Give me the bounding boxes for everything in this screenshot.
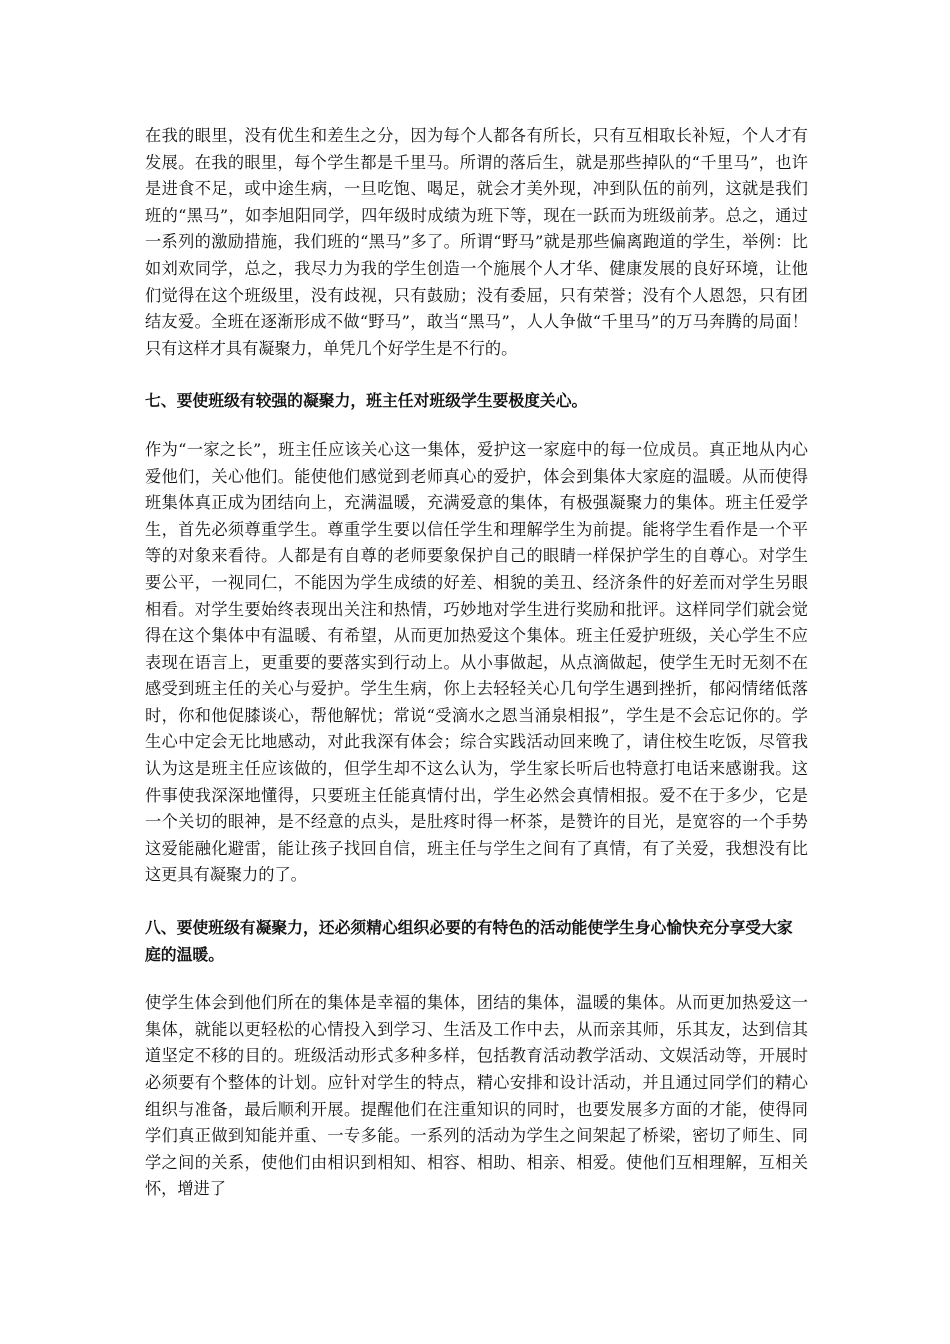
section-heading-8: 八、要使班级有凝聚力，还必须精心组织必要的有特色的活动能使学生身心愉快充分享受大家庭的温暖。 <box>145 918 793 964</box>
document-page <box>145 123 808 1203</box>
spacer <box>145 889 808 915</box>
paragraph-teacher-care: 作为“一家之长”，班主任应该关心这一集体，爱护这一家庭中的每一位成员。真正地从内心爱他们，关心他们。能使他们感觉到老师真心的爱护，体会到集体大家庭的温暖。从而使得班集体真正成为团结向上，充满温暖，充满爱意的集体，有极强凝聚力的集体。班主任爱学生，首先必须尊重学生。尊重学生要以信任学生和理解学生为前提。能将学生看作是一个平等的对象来看待。人都是有自尊的老师要象保护自己的眼睛一样保护学生的自尊心。对学生要公平，一视同仁，不能因为学生成绩的好差、相貌的美丑、经济条件的好差而对学生另眼相看。对学生要始终表现出关注和热情，巧妙地对学生进行奖励和批评。这样同学们就会觉得在这个集体中有温暖、有希望，从而更加热爱这个集体。班主任爱护班级，关心学生不应表现在语言上，更重要的要落实到行动上。从小事做起，从点滴做起，使学生无时无刻不在感受到班主任的关心与爱护。学生生病，你上去轻轻关心几句学生遇到挫折，郁闷情绪低落时，你和他促膝谈心，帮他解忧；常说“受滴水之恩当涌泉相报”，学生是不会忘记你的。学生心中定会无比地感动，对此我深有体会；综合实践活动回来晚了，请住校生吃饭，尽管我认为这是班主任应该做的，但学生却不这么认为，学生家长听后也特意打电话来感谢我。这件事使我深深地懂得，只要班主任能真情付出，学生必然会真情相报。爱不在于多少，它是一个关切的眼神，是不经意的点头，是肚疼时得一杯茶，是赞许的目光，是宽容的一个手势这爱能融化避雷，能让孩子找回自信，班主任与学生之间有了真情，有了关爱，我想没有比这更具有凝聚力的了。 <box>145 439 808 885</box>
section-heading-7: 七、要使班级有较强的凝聚力，班主任对班级学生要极度关心。 <box>145 391 588 411</box>
spacer <box>145 362 808 388</box>
spacer <box>145 968 808 990</box>
spacer <box>145 415 808 437</box>
paragraph-black-horse: 在我的眼里，没有优生和差生之分，因为每个人都各有所长，只有互相取长补短，个人才有发展。在我的眼里，每个学生都是千里马。所谓的落后生，就是那些掉队的“千里马”，也许是进食不足，或中途生病，一旦吃饱、喝足，就会才美外现，冲到队伍的前列，这就是我们班的“黑马”，如李旭阳同学，四年级时成绩为班下等，现在一跃而为班级前茅。总之，通过一系列的激励措施，我们班的“黑马”多了。所谓“野马”就是那些偏离跑道的学生，举例：比如刘欢同学，总之，我尽力为我的学生创造一个施展个人才华、健康发展的良好环境，让他们觉得在这个班级里，没有歧视，只有鼓励；没有委屈，只有荣誉；没有个人恩怨，只有团结友爱。全班在逐渐形成不做“野马”，敢当“黑马”，人人争做“千里马”的万马奔腾的局面！只有这样才具有凝聚力，单凭几个好学生是不行的。 <box>145 126 808 358</box>
paragraph-class-activities: 使学生体会到他们所在的集体是幸福的集体，团结的集体，温暖的集体。从而更加热爱这一集体，就能以更轻松的心情投入到学习、生活及工作中去，从而亲其师，乐其友，达到信其道坚定不移的目的。班级活动形式多种多样，包括教育活动教学活动、文娱活动等，开展时必须要有个整体的计划。应针对学生的特点，精心安排和设计活动，并且通过同学们的精心组织与准备，最后顺利开展。提醒他们在注重知识的同时，也要发展多方面的才能，使得同学们真正做到知能并重、一专多能。一系列的活动为学生之间架起了桥梁，密切了师生、同学之间的关系，使他们由相识到相知、相容、相助、相亲、相爱。使他们互相理解，互相关怀，增进了 <box>145 993 808 1199</box>
